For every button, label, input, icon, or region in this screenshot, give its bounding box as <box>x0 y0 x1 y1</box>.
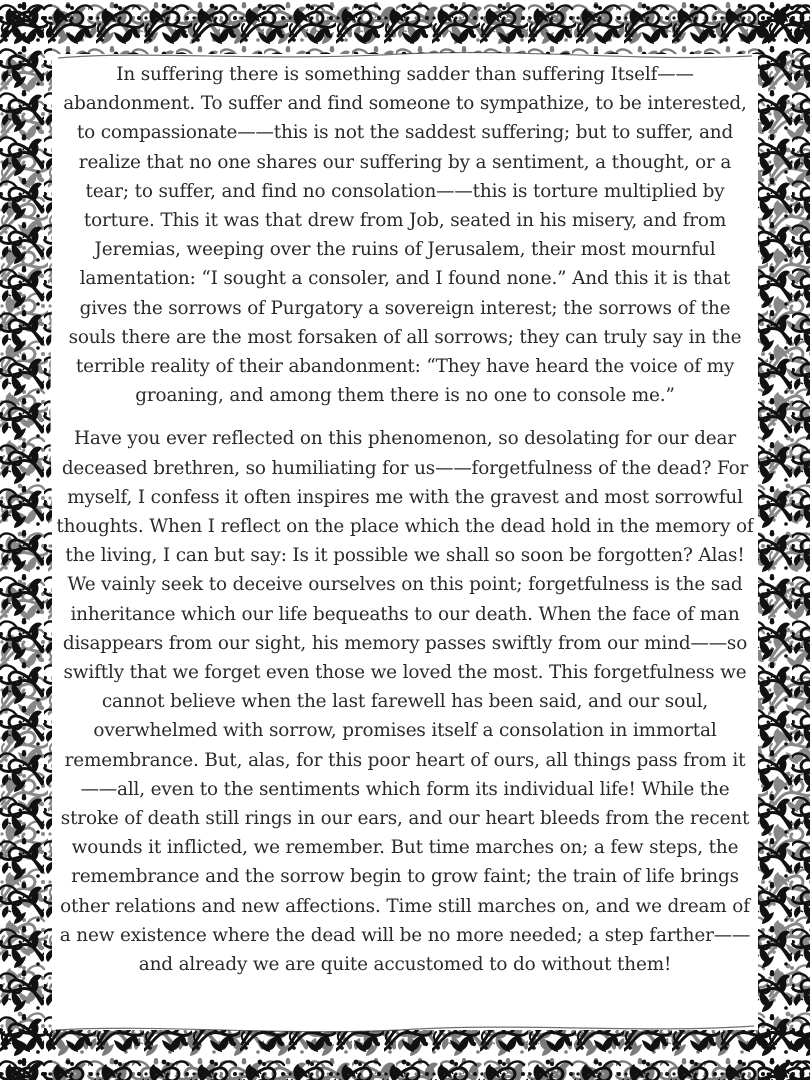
paragraph-2: Have you ever reflected on this phenomenon, so desolating for our dear deceased brethren, so humiliating for us——forgetfulness of the dead? For myself, I confess it often inspires me with the gravest and most sorrowful thoughts. When I reflect on the place which the dead hold in the memory of the living, I can but say: Is it possible we shall so soon be forgotten? Alas! We vainly seek to deceive ourselves on this point; forgetfulness is the sad inheritance which our life bequeaths to our death. When the face of man disappears from our sight, his memory passes swiftly from our mind——so swiftly that we forget even those we loved the most. This forgetfulness we cannot believe when the last farewell has been said, and our soul, overwhelmed with sorrow, promises itself a consolation in immortal remembrance. But, alas, for this poor heart of ours, all things pass from it——all, even to the sentiments which form its individual life! While the stroke of death still rings in our ears, and our heart bleeds from the recent wounds it inflicted, we remember. But time marches on; a few steps, the remembrance and the sorrow begin to grow faint; the train of life brings other relations and new affections. Time still marches on, and we dream of a new existence where the dead will be no more needed; a step farther——and already we are quite accustomed to do without them! <box>56 428 754 976</box>
paragraph-1: In suffering there is something sadder than suffering Itself——abandonment. To suffer and find someone to sympathize, to be interested, to compassionate——this is not the saddest suffering; but to suffer, and realize that no one shares our suffering by a sentiment, a thought, or a tear; to suffer, and find no consolation——this is torture multiplied by torture. This it was that drew from Job, seated in his misery, and from Jeremias, weeping over the ruins of Jerusalem, their most mournful lamentation: “I sought a consoler, and I found none.” And this it is that gives the sorrows of Purgatory a sovereign interest; the sorrows of the souls there are the most forsaken of all sorrows; they can truly say in the terrible reality of their abandonment: “They have heard the voice of my groaning, and among them there is no one to console me.” <box>63 64 747 407</box>
main-text <box>56 60 754 1024</box>
